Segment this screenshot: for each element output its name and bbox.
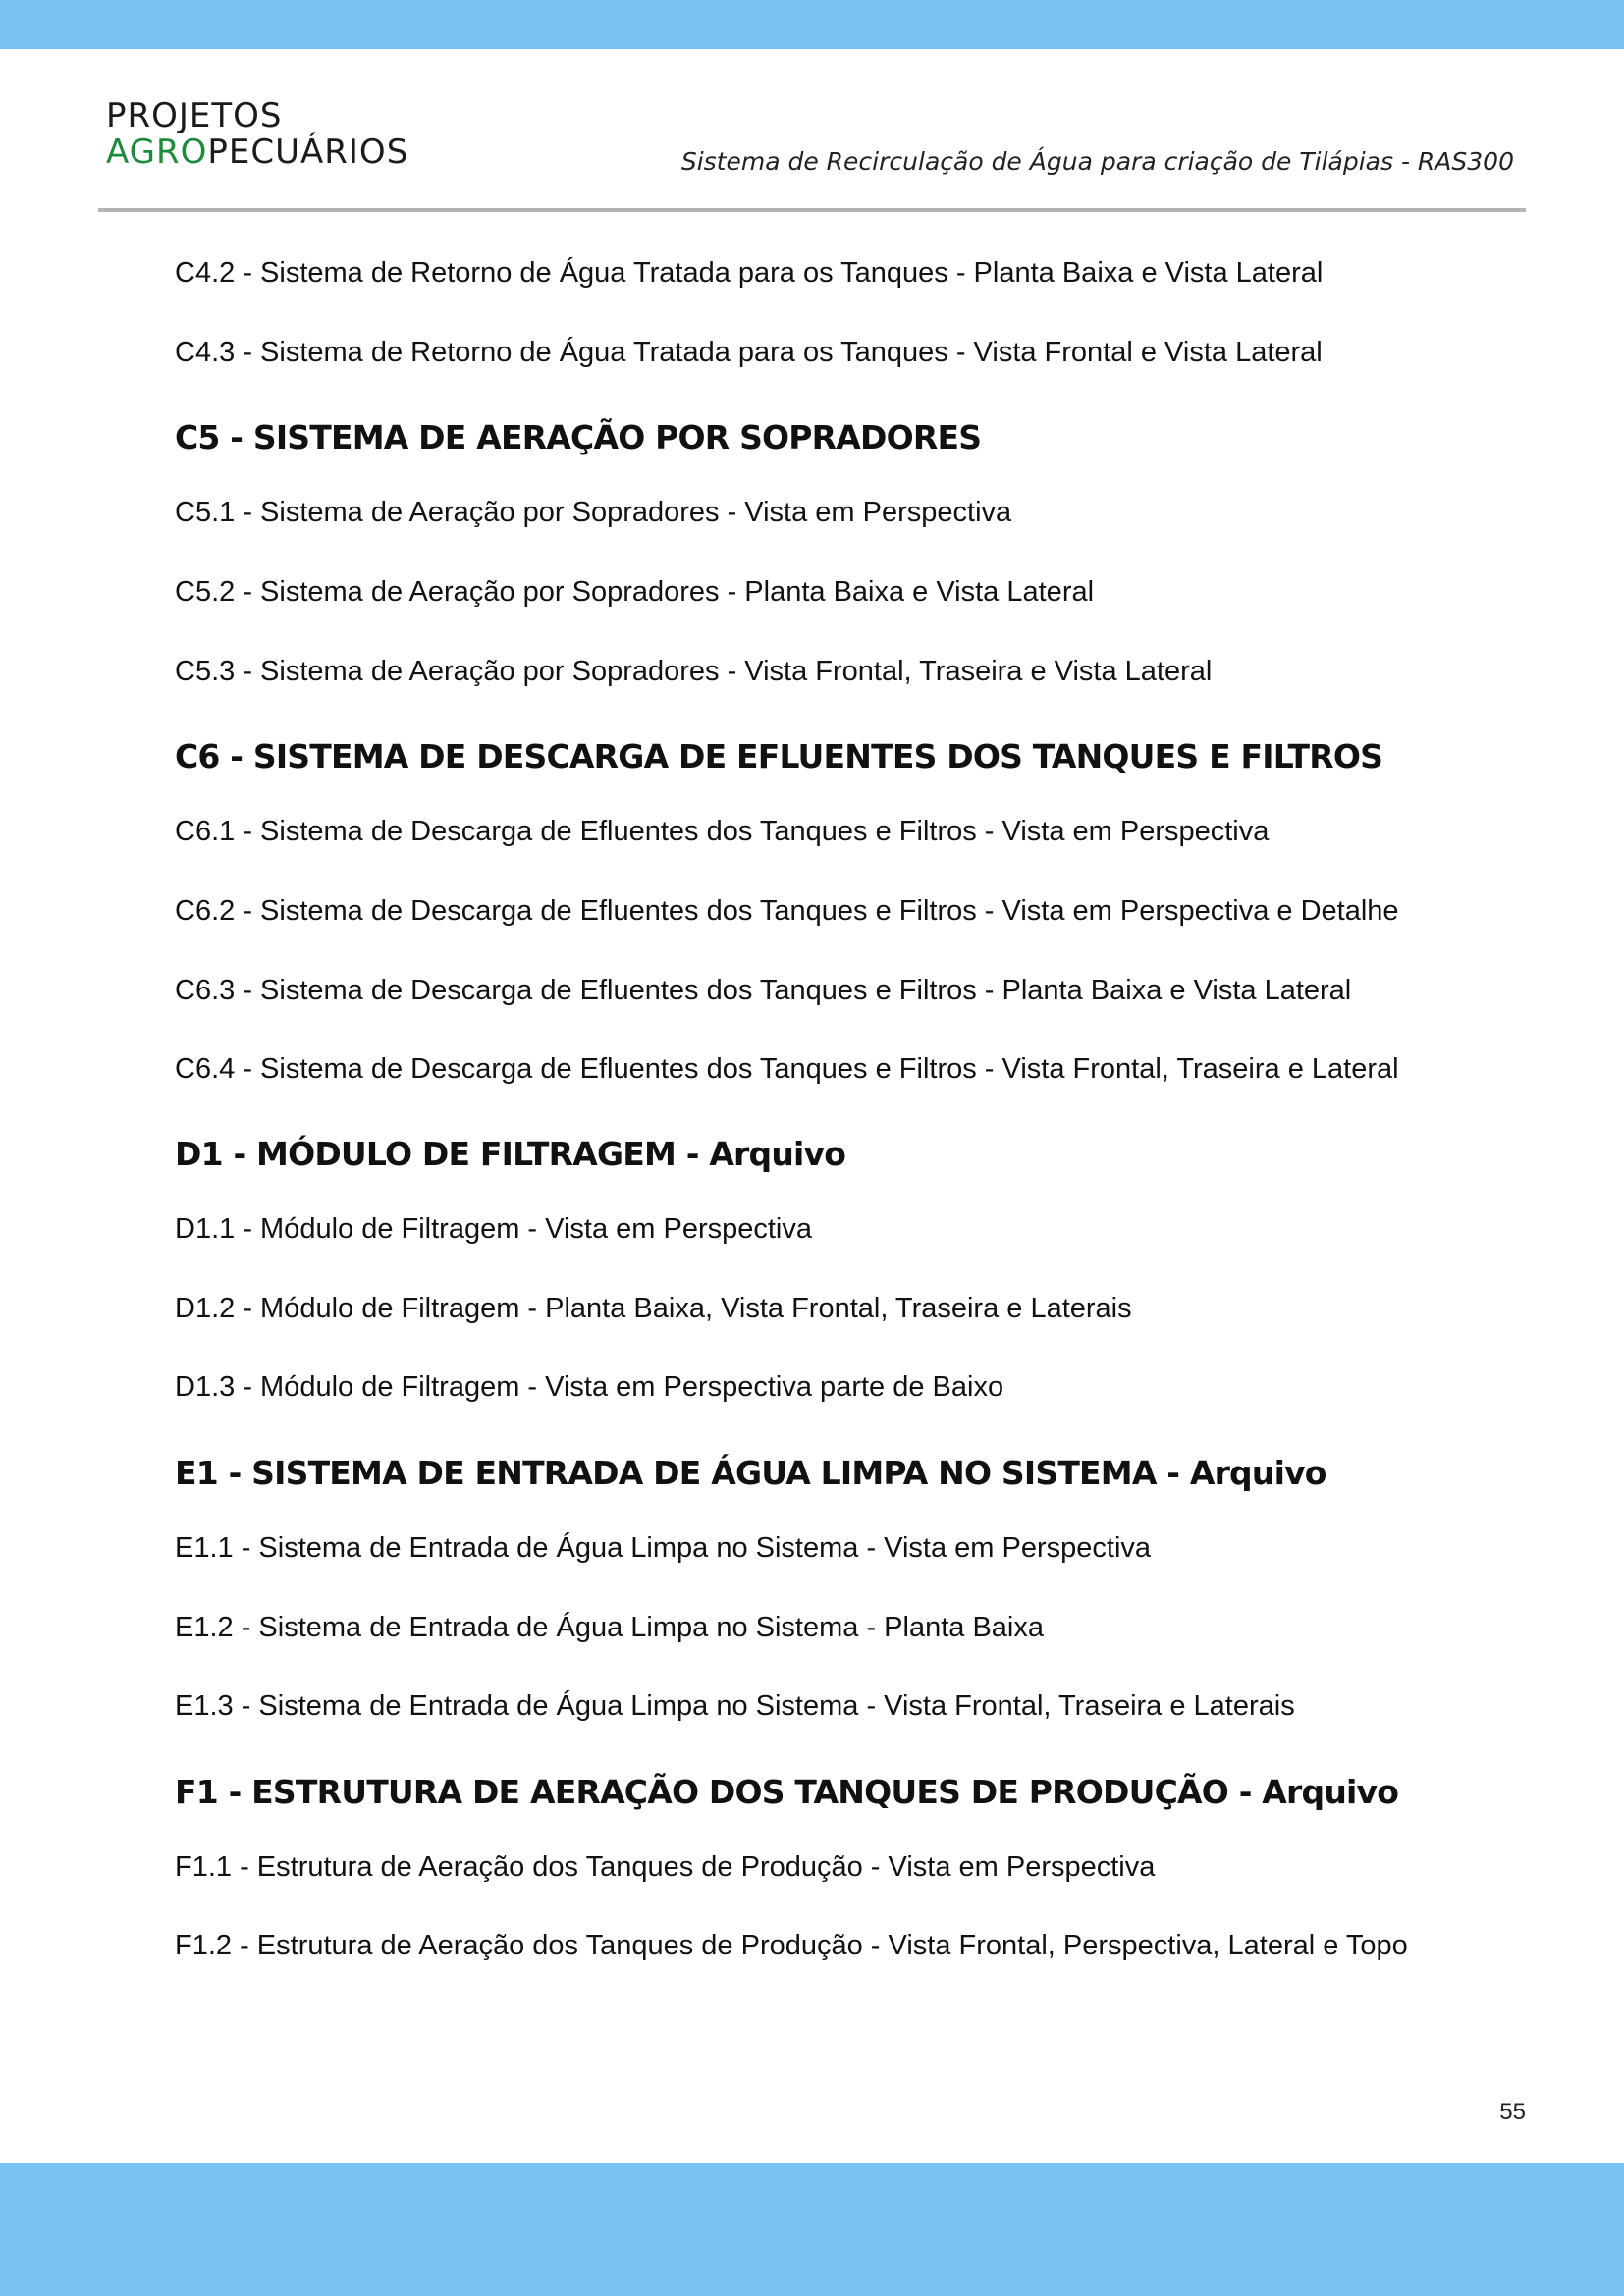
- list-item: D1.2 - Módulo de Filtragem - Planta Baixa, Vista Frontal, Traseira e Laterais: [175, 1293, 1132, 1324]
- list-item: F1.1 - Estrutura de Aeração dos Tanques de Produção - Vista em Perspectiva: [175, 1851, 1156, 1883]
- list-item: C5.1 - Sistema de Aeração por Sopradores - Vista em Perspectiva: [175, 497, 1012, 528]
- logo-agro-text: AGRO: [106, 133, 208, 172]
- logo-line-agropecuarios: [106, 134, 408, 171]
- section-heading: C5 - SISTEMA DE AERAÇÃO POR SOPRADORES: [175, 418, 982, 456]
- header-divider: [98, 208, 1526, 212]
- list-item: D1.1 - Módulo de Filtragem - Vista em Perspectiva: [175, 1213, 813, 1245]
- list-item: D1.3 - Módulo de Filtragem - Vista em Perspectiva parte de Baixo: [175, 1371, 1004, 1403]
- list-item: C6.2 - Sistema de Descarga de Efluentes dos Tanques e Filtros - Vista em Perspectiva e Detalhe: [175, 895, 1399, 927]
- top-color-band: [0, 0, 1624, 49]
- logo-line-projetos: PROJETOS: [106, 96, 283, 135]
- section-heading: D1 - MÓDULO DE FILTRAGEM - Arquivo: [175, 1135, 846, 1173]
- list-item: F1.2 - Estrutura de Aeração dos Tanques de Produção - Vista Frontal, Perspectiva, Lateral e Topo: [175, 1930, 1408, 1961]
- list-item: E1.2 - Sistema de Entrada de Água Limpa no Sistema - Planta Baixa: [175, 1612, 1044, 1643]
- list-item: C6.1 - Sistema de Descarga de Efluentes dos Tanques e Filtros - Vista em Perspectiva: [175, 816, 1270, 847]
- section-heading: F1 - ESTRUTURA DE AERAÇÃO DOS TANQUES DE PRODUÇÃO - Arquivo: [175, 1773, 1399, 1811]
- section-heading: E1 - SISTEMA DE ENTRADA DE ÁGUA LIMPA NO SISTEMA - Arquivo: [175, 1454, 1326, 1492]
- page-number: 55: [1499, 2099, 1526, 2125]
- list-item: C4.2 - Sistema de Retorno de Água Tratada para os Tanques - Planta Baixa e Vista Lateral: [175, 257, 1324, 289]
- list-item: C4.3 - Sistema de Retorno de Água Tratada para os Tanques - Vista Frontal e Vista Lateral: [175, 337, 1323, 368]
- list-item: C5.3 - Sistema de Aeração por Sopradores - Vista Frontal, Traseira e Vista Lateral: [175, 656, 1213, 687]
- document-title: Sistema de Recirculação de Água para criação de Tilápias - RAS300: [680, 147, 1514, 176]
- bottom-color-band: [0, 2163, 1624, 2296]
- list-item: C6.4 - Sistema de Descarga de Efluentes dos Tanques e Filtros - Vista Frontal, Traseira e Lateral: [175, 1053, 1399, 1085]
- logo-pecuarios-text: PECUÁRIOS: [207, 133, 409, 172]
- list-item: E1.1 - Sistema de Entrada de Água Limpa no Sistema - Vista em Perspectiva: [175, 1532, 1152, 1564]
- list-item: C5.2 - Sistema de Aeração por Sopradores - Planta Baixa e Vista Lateral: [175, 576, 1095, 608]
- list-item: C6.3 - Sistema de Descarga de Efluentes dos Tanques e Filtros - Planta Baixa e Vista Lateral: [175, 975, 1352, 1006]
- list-item: E1.3 - Sistema de Entrada de Água Limpa no Sistema - Vista Frontal, Traseira e Laterais: [175, 1690, 1295, 1722]
- section-heading: C6 - SISTEMA DE DESCARGA DE EFLUENTES DOS TANQUES E FILTROS: [175, 737, 1383, 775]
- company-logo: [106, 98, 408, 171]
